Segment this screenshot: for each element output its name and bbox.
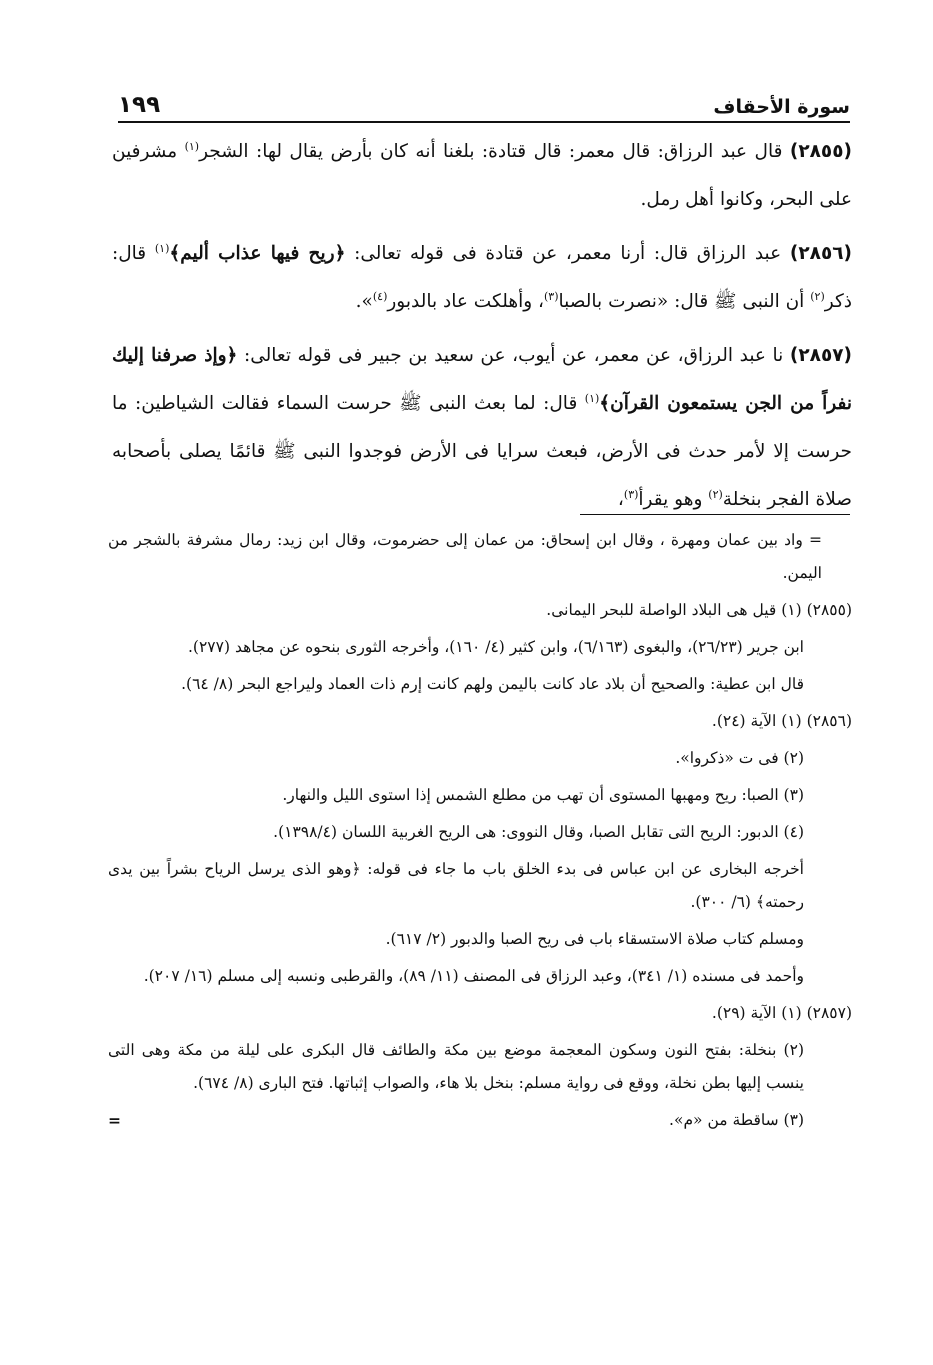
footnote-continuation: = واد بين عمان ومهرة ، وقال ابن إسحاق: من عمان إلى حضرموت، وقال ابن زيد: رمال مشرفة بالشجر من اليمن. [108,531,822,582]
footnote-2856-3: (٣) الصبا: ريح ومهبها المستوى أن تهب من مطلع الشمس إذا استوى الليل والنهار. [282,786,804,804]
footnote-ref: (١) [584,391,600,405]
continuation-mark: = [108,1111,121,1130]
footnotes [108,524,852,1141]
quran-verse: ﴿ريح فيها عذاب أليم﴾ [169,243,346,264]
hadith-text: ». [355,291,373,312]
footnote-2856-1: (٢٨٥٦) (١) الآية (٢٤). [711,712,852,730]
hadith-2856 [112,230,852,326]
footnote-ref: (٢) [708,487,723,501]
footnote-ref: (٣) [544,289,559,303]
hadith-2857 [112,332,852,524]
footnote-text: (٣) ساقطة من «م». [669,1111,804,1129]
hadith-text: ، وأهلكت عاد بالدبور [387,291,544,312]
running-header [118,78,850,118]
footnote-separator [580,514,850,515]
footnote-2857-2: (٢) بنخلة: بفتح النون وسكون المعجمة موضع بين مكة والطائف قال البكرى على ليلة من مكة وهى التى ينسب إليها بطن نخلة، ووقع فى رواية مسلم: بنخل بلا هاء، والصواب إثباتها. فتح البارى (٨/ ٦٧٤). [108,1041,804,1092]
footnote-2857-3 [108,1104,852,1137]
hadith-number: (٢٨٥٦) [789,243,852,264]
hadith-number: (٢٨٥٥) [789,141,852,162]
hadith-text: قال: ذكر [112,243,852,312]
hadith-2855 [112,128,852,224]
footnote-ref: (٤) [372,289,388,303]
hadith-text: أن النبى ﷺ قال: «نصرت بالصبا [558,291,805,312]
main-text [112,128,852,530]
footnote-ref: (٣) [623,487,639,501]
header-rule [118,121,850,123]
footnote-ref: (١) [184,139,200,153]
hadith-text: عبد الرزاق قال: أرنا معمر، عن قتادة فى قوله تعالى: [354,243,782,264]
surah-title: سورة الأحقاف [713,96,850,118]
hadith-text: قال: لما بعث النبى ﷺ حرست السماء فقالت الشياطين: ما حرست إلا لأمر حدث فى الأرض، فبعث سرايا فى الأرض فوجدوا النبى ﷺ قائمًا يصلى بأصحابه صلاة الفجر بنخلة [112,393,852,510]
page-number: ١٩٩ [118,92,161,118]
footnote-2856-4-bukhari: أخرجه البخارى عن ابن عباس فى بدء الخلق باب ما جاء فى قوله: ﴿وهو الذى يرسل الرياح بشراً بين يدى رحمته﴾ (٦/ ٣٠٠). [108,860,804,911]
footnote-ref: (٢) [810,289,825,303]
footnote-2856-4-muslim: ومسلم كتاب صلاة الاستسقاء باب فى ريح الصبا والدبور (٢/ ٦١٧). [385,930,804,948]
quran-verse: ﴿وإذ صرفنا إليك نفراً من الجن يستمعون القرآن﴾ [112,345,852,414]
footnote-ref: (١) [154,241,170,255]
hadith-text: قال عبد الرزاق: قال معمر: قال قتادة: بلغنا أنه كان بأرض يقال لها: الشجر [199,141,783,162]
footnote-2856-4-ahmad: وأحمد فى مسنده (١/ ٣٤١)، وعبد الرزاق فى المصنف (١١/ ٨٩)، والقرطبى ونسبه إلى مسلم (١٦/ ٢٠٧). [143,967,804,985]
footnote-2855-1: (٢٨٥٥) (١) قيل هى البلاد الواصلة للبحر اليمانى. [546,601,852,619]
hadith-text: ، [617,489,624,510]
hadith-text: نا عبد الرزاق، عن معمر، عن أيوب، عن سعيد بن جبير فى قوله تعالى: [243,345,784,366]
footnote-2856-4: (٤) الدبور: الريح التى تقابل الصبا، وقال النووى: هى الريح الغربية اللسان (١٣٩٨/٤). [273,823,804,841]
hadith-text: وهو يقرأ [638,489,703,510]
footnote-2856-2: (٢) فى ت «ذكروا». [675,749,804,767]
footnote-2855-1-sources: ابن جرير (٢٦/٢٣)، والبغوى (٦/١٦٣)، وابن كثير (٤/ ١٦٠)، وأخرجه الثورى بنحوه عن مجاهد (٢٧٧). [188,638,804,656]
footnote-2855-1-ibn-atiyya: قال ابن عطية: والصحيح أن بلاد عاد كانت باليمن ولهم كانت إرم ذات العماد وليراجع البحر (٨/ ٦٤). [181,675,804,693]
hadith-number: (٢٨٥٧) [789,345,853,366]
hadith-text: مشرفين على البحر، وكانوا أهل رمل. [112,141,852,210]
footnote-2857-1: (٢٨٥٧) (١) الآية (٢٩). [711,1004,852,1022]
